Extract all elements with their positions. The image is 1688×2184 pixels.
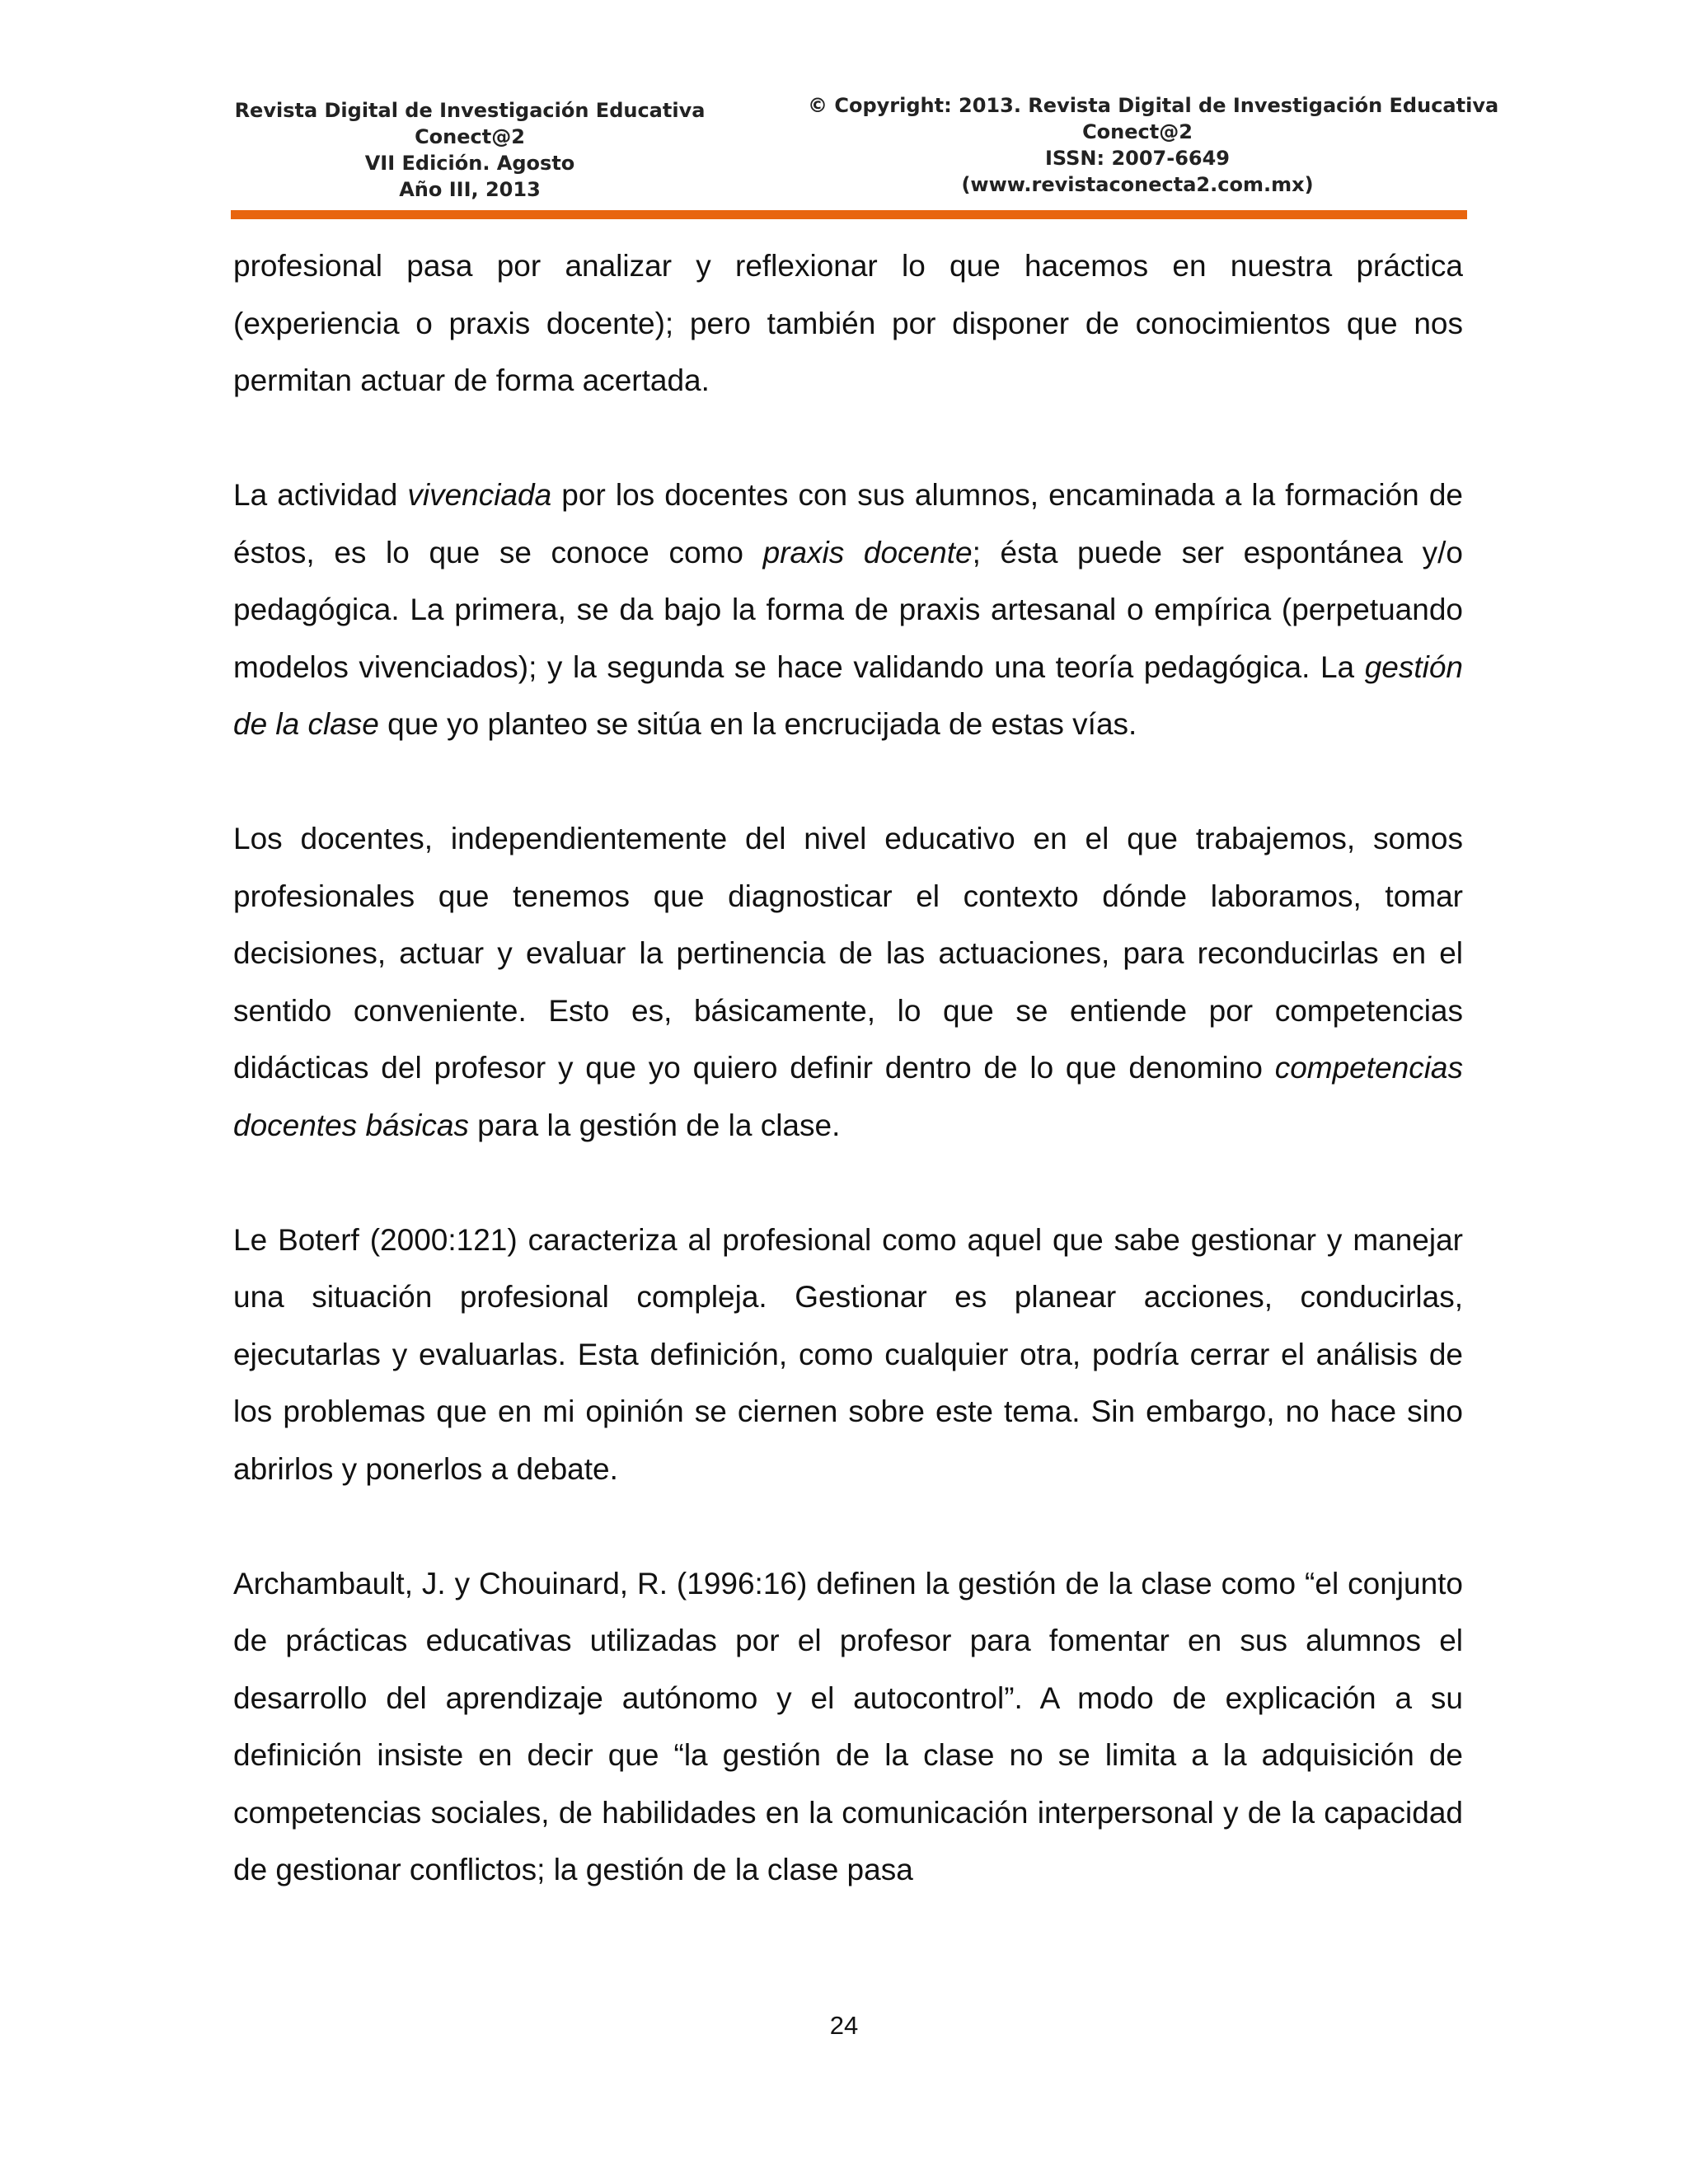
journal-title: Revista Digital de Investigación Educativa [234, 99, 706, 122]
body-paragraph [233, 1555, 1463, 1899]
journal-header-left [231, 97, 709, 203]
paragraph-text: que yo planteo se sitúa en la encrucijada de estas vías. [378, 707, 1137, 741]
paragraph-text: La actividad [233, 478, 408, 512]
body-paragraph [233, 1212, 1463, 1498]
paragraph-text: Los docentes, independientemente del nivel educativo en el que trabajemos, somos profesionales que tenemos que diagnosticar el contexto dónde laboramos, tomar decisiones, actuar y evaluar la pertinencia de las actuaciones, para reconducirlas en el sentido conveniente. Esto es, básicamente, lo que se entiende por competencias didácticas del profesor y que yo quiero definir dentro de lo que denomino [233, 822, 1463, 1085]
copyright-line: © Copyright: 2013. Revista Digital de Investigación Educativa [808, 94, 1499, 117]
paragraph-text: ; ésta puede ser espontánea y/o pedagógica. La primera, se da bajo la forma de praxis artesanal o empírica (perpetuando modelos vivenciados); y la segunda se hace validando una teoría pedagógica. La [233, 535, 1463, 684]
issn-label: ISSN: 2007-6649 [1044, 147, 1230, 170]
header-divider [231, 210, 1467, 219]
body-paragraph [233, 466, 1463, 753]
italic-text: vivenciada [407, 478, 552, 512]
paragraph-text: profesional pasa por analizar y reflexionar lo que hacemos en nuestra práctica (experiencia o praxis docente); pero también por disponer de conocimientos que nos permitan actuar de forma acertada. [233, 249, 1463, 397]
body-paragraph [233, 810, 1463, 1154]
paragraph-text: Le Boterf (2000:121) caracteriza al profesional como aquel que sabe gestionar y manejar una situación profesional compleja. Gestionar es planear acciones, conducirlas, ejecutarlas y evaluarlas. Esta definición, como cualquier otra, podría cerrar el análisis de los problemas que en mi opinión se ciernen sobre este tema. Sin embargo, no hace sino abrirlos y ponerlos a debate. [233, 1222, 1463, 1486]
italic-text: gestión de la clase [233, 649, 1463, 741]
page-number: 24 [829, 2011, 859, 2040]
paragraph-text: para la gestión de la clase. [468, 1108, 841, 1142]
website-label: (www.revistaconecta2.com.mx) [961, 173, 1314, 196]
italic-text: competencias docentes básicas [233, 1051, 1463, 1142]
italic-text: praxis docente [762, 535, 973, 569]
body-paragraph [233, 237, 1463, 410]
paragraph-text: por los docentes con sus alumnos, encaminada a la formación de éstos, es lo que se conoce como [233, 478, 1463, 569]
journal-name-right: Conect@2 [1082, 120, 1193, 143]
article-body [233, 237, 1463, 1899]
year-label: Año III, 2013 [399, 178, 541, 201]
edition-label: VII Edición. Agosto [364, 152, 575, 175]
journal-name: Conect@2 [415, 125, 525, 148]
paragraph-text: Archambault, J. y Chouinard, R. (1996:16) definen la gestión de la clase como “el conjunto de prácticas educativas utilizadas por el profesor para fomentar en sus alumnos el desarrollo del aprendizaje autónomo y el autocontrol”. A modo de explicación a su definición insiste en decir que “la gestión de la clase no se limita a la adquisición de competencias sociales, de habilidades en la comunicación interpersonal y de la capacidad de gestionar conflictos; la gestión de la clase pasa [233, 1566, 1463, 1886]
journal-header-right [808, 92, 1499, 198]
